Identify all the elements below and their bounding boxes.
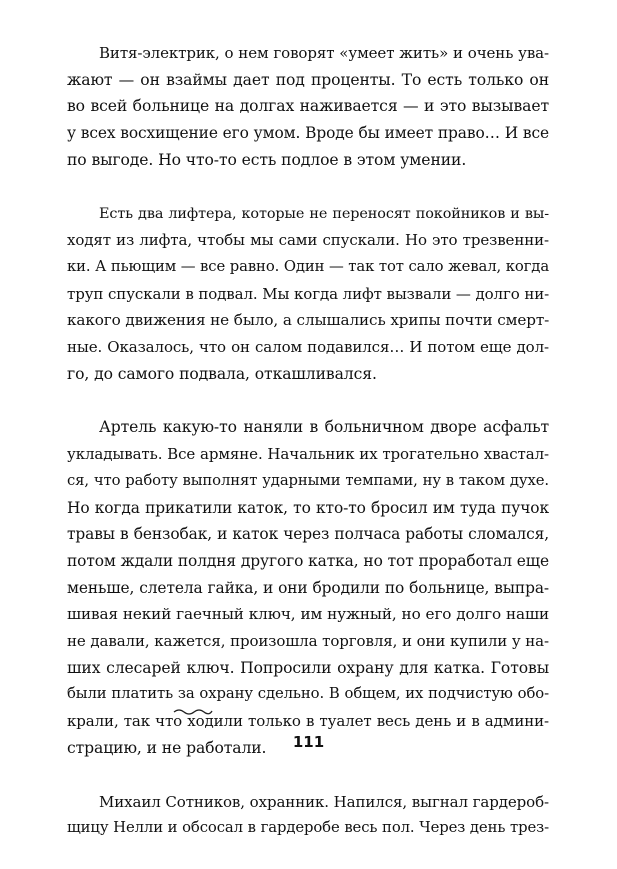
text-line: укладывать. Все армяне. Начальник их трогательно хвастал- [67,445,549,464]
text-line: ся, что работу выполнят ударными темпами, ну в таком духе. [67,471,549,489]
text-line: жают — он взаймы дает под проценты. То есть только он [67,70,549,89]
text-line: во всей больнице на долгах наживается — и это вызывает [67,97,549,116]
text-line: не давали, кажется, произошла торговля, и они купили у на- [67,632,549,651]
text-line: травы в бензобак, и каток через полчаса работы сломался, [67,525,549,544]
text-line: ших слесарей ключ. Попросили охрану для катка. Готовы [67,658,549,677]
paragraph-4 [67,789,549,842]
text-line: Но когда прикатили каток, то кто-то бросил им туда пучок [67,498,549,517]
text-line: Витя-электрик, о нем говорят «умеет жить» и очень ува- [99,44,549,62]
text-line: Артель какую-то наняли в больничном дворе асфальт [99,418,549,437]
text-line: труп спускали в подвал. Мы когда лифт вызвали — долго ни- [67,284,550,303]
handwritten-underline-mark [173,707,213,715]
text-line: шивая некий гаечный ключ, им нужный, но его долго наши [67,605,549,624]
text-line: ходят из лифта, чтобы мы сами спускали. Но это трезвенни- [67,231,549,250]
text-line: Михаил Сотников, охранник. Напился, выгнал гардероб- [99,792,549,811]
text-line: страцию, и не работали. [67,738,267,757]
text-line: у всех восхищение его умом. Вроде бы имеет право… И все [67,124,549,143]
paragraph-1 [67,40,549,174]
text-line: щицу Нелли и обсосал в гардеробе весь пол. Через день трез- [67,819,549,837]
page-number: 111 [292,733,325,751]
text-line: какого движения не было, а слышались хрипы почти смерт- [67,311,550,330]
text-line: потом ждали полдня другого катка, но тот проработал еще [67,551,549,570]
text-line: крали, так что ходили только в туалет весь день и в админи- [67,712,549,731]
paragraph-3 [67,414,549,761]
text-line: Есть два лифтера, которые не переносят покойников и вы- [99,205,549,222]
text-line: меньше, слетела гайка, и они бродили по больнице, выпра- [67,578,549,597]
text-line: го, до самого подвала, откашливался. [67,364,377,383]
text-line: были платить за охрану сдельно. В общем, их подчистую обо- [67,685,549,703]
text-line: ки. А пьющим — все равно. Один — так тот сало жевал, когда [67,257,550,275]
text-line: ные. Оказалось, что он салом подавился… И потом еще дол- [67,338,549,357]
paragraph-2 [67,201,549,388]
text-line: по выгоде. Но что-то есть подлое в этом умении. [67,150,467,169]
